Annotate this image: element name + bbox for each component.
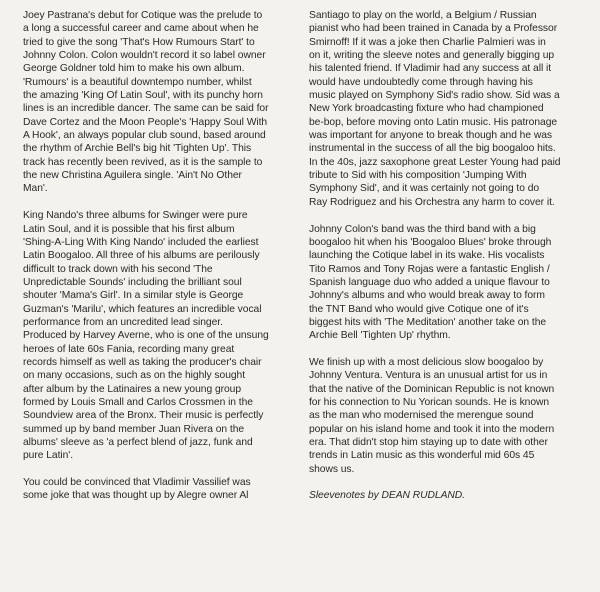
text-line: boogaloo hit when his 'Boogaloo Blues' broke through xyxy=(309,236,552,248)
text-line: on it, writing the sleeve notes and generally bigging up xyxy=(309,50,555,62)
text-line: We finish up with a most delicious slow boogaloo by xyxy=(309,356,544,368)
text-line: You could be convinced that Vladimir Vassilief was xyxy=(23,477,251,489)
text-line: shows us. xyxy=(309,463,355,475)
text-line: launching the Cotique label in its wake. His vocalists xyxy=(309,250,545,262)
text-line: heroes of late 60s Fania, recording many great xyxy=(23,343,235,355)
text-line: King Nando's three albums for Swinger were pure xyxy=(23,210,248,222)
right-column xyxy=(309,9,585,516)
text-line: some joke that was thought up by Alegre owner Al xyxy=(23,490,249,502)
text-line: be-bop, before moving onto Latin music. His patronage xyxy=(309,116,558,128)
text-line: lines is an incredible dancer. The same can be said for xyxy=(23,103,269,115)
text-line: biggest hits with 'The Meditation' another take on the xyxy=(309,316,547,328)
text-line: 'Rumours' is a beautiful downtempo number, whilst xyxy=(23,76,252,88)
text-line: Johnny Colon. Colon wouldn't record it so label owner xyxy=(23,50,266,62)
text-line: instrumental in the success of all the big boogaloo hits. xyxy=(309,143,556,155)
text-line: Man'. xyxy=(23,183,48,195)
text-line: Johnny Ventura. Ventura is an unusual artist for us in xyxy=(309,370,548,382)
text-line: on many occasions, such as on the highly sought xyxy=(23,370,246,382)
text-line: shouter 'Mama's Girl'. In a similar style is George xyxy=(23,290,244,302)
text-line: New York broadcasting fixture who had championed xyxy=(309,103,544,115)
text-line: era. That didn't stop him staying up to date with other xyxy=(309,437,548,448)
text-line: the amazing 'King Of Latin Soul', with its punchy horn xyxy=(23,90,263,102)
text-line: pianist who had been trained in Canada by a Professor xyxy=(309,23,558,35)
text-line: tried to give the song 'That's How Rumours Start' to xyxy=(23,36,255,48)
text-line: albums' sleeve as 'a perfect blend of jazz, funk and xyxy=(23,437,253,448)
text-line: the TNT Band who would give Cotique one of it's xyxy=(309,303,529,315)
text-line: A Hook', an always popular club sound, based around xyxy=(23,130,266,142)
text-line: as the man who modernised the merengue sound xyxy=(309,410,534,422)
text-line: Joey Pastrana's debut for Cotique was the prelude to xyxy=(23,10,263,21)
text-line: for his connection to Nu Yorican sounds. He is known xyxy=(309,396,550,408)
text-line: the rhythm of Archie Bell's big hit 'Tighten Up'. This xyxy=(23,143,252,155)
text-line: after album by the Latinaires a new young group xyxy=(23,383,242,395)
paragraph xyxy=(23,209,299,463)
text-line: music played on Symphony Sid's radio show. Sid was a xyxy=(309,90,560,102)
text-line: was important for anyone to break though and he was xyxy=(309,130,553,142)
text-line: performance from an uncredited lead singer. xyxy=(23,316,223,328)
text-line: 'Shing-A-Ling With King Nando' included the earliest xyxy=(23,236,259,248)
text-line: Spanish language duo who added a unique flavour to xyxy=(309,276,550,288)
paragraph xyxy=(309,356,585,476)
text-line: Symphony Sid', and it was certainly not going to do xyxy=(309,183,540,195)
text-line: Latin Boogaloo. All three of his albums are perilously xyxy=(23,250,260,262)
text-line: Dave Cortez and the Moon People's 'Happy Soul With xyxy=(23,116,268,128)
text-line: track has recently been revived, as it is the sample to xyxy=(23,156,263,168)
text-line: In the 40s, jazz saxophone great Lester Young had paid xyxy=(309,156,561,168)
text-line: summed up by band member Juan Rivera on the xyxy=(23,423,245,435)
paragraph xyxy=(23,476,299,503)
text-line: George Goldner told him to make his own album. xyxy=(23,63,245,75)
text-line: Soundview area of the Bronx. Their music is perfectly xyxy=(23,410,264,422)
text-line: would have undoubtedly come through having his xyxy=(309,76,533,88)
text-line: pure Latin'. xyxy=(23,450,74,462)
text-line: trends in Latin music as this wonderful mid 60s 45 xyxy=(309,450,535,462)
paragraph xyxy=(309,9,585,209)
text-line: Unpredictable Sounds' including the brilliant soul xyxy=(23,276,242,288)
text-line: Johnny Colon's band was the third band with a big xyxy=(309,223,536,235)
text-line: popular on his island home and took it into the modern xyxy=(309,423,555,435)
text-line: records himself as well as taking the producer's chair xyxy=(23,356,262,368)
left-column xyxy=(23,9,299,516)
text-line: Archie Bell 'Tighten Up' rhythm. xyxy=(309,330,451,342)
text-line: Ray Rodriguez and his Orchestra any harm to cover it. xyxy=(309,196,555,208)
text-line: tribute to Sid with his composition 'Jumping With xyxy=(309,170,527,182)
text-line: the new Christina Aguilera single. 'Ain't No Other xyxy=(23,170,242,182)
text-line: Latin Soul, and it is possible that his first album xyxy=(23,223,235,235)
text-line: Johnny's albums and who would break away to form xyxy=(309,290,545,302)
text-line: formed by Louis Small and Carlos Crossmen in the xyxy=(23,396,253,408)
text-line: a long a successful career and came about when he xyxy=(23,23,259,35)
signature xyxy=(309,489,585,502)
signature-prefix: Sleevenotes by xyxy=(309,490,382,502)
paragraph xyxy=(309,223,585,343)
text-line: Guzman's 'Marilu', which features an incredible vocal xyxy=(23,303,262,315)
text-line: Produced by Harvey Averne, who is one of the unsung xyxy=(23,330,269,342)
text-line: difficult to track down with his second 'The xyxy=(23,263,213,275)
text-line: Tito Ramos and Tony Rojas were a fantastic English / xyxy=(309,263,550,275)
text-line: that the native of the Dominican Republic is not known xyxy=(309,383,555,395)
text-line: his talented friend. If Vladimir had any success at all it xyxy=(309,63,552,75)
text-line: Santiago to play on the world, a Belgium / Russian xyxy=(309,10,537,21)
paragraph xyxy=(23,9,299,196)
text-line: Smirnoff! If it was a joke then Charlie Palmieri was in xyxy=(309,36,546,48)
signature-name: DEAN RUDLAND. xyxy=(381,490,465,502)
